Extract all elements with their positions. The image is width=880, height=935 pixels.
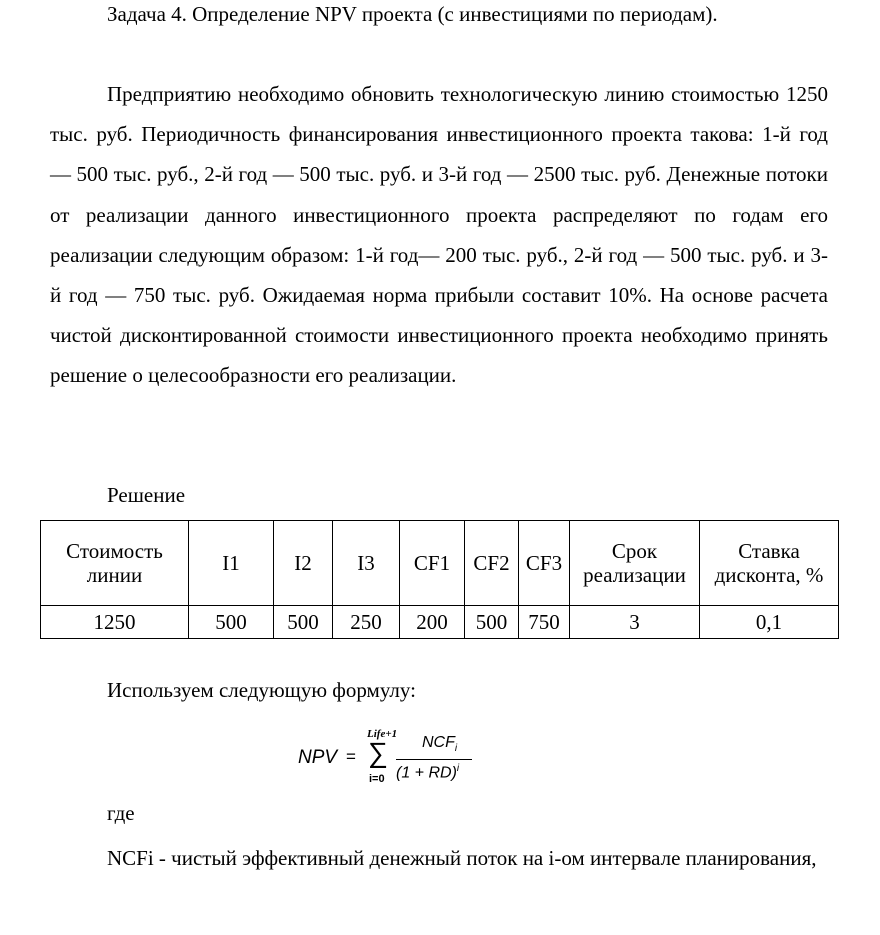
table-cell: 0,1: [700, 606, 839, 639]
table-row: [41, 606, 839, 639]
npv-formula: [298, 728, 488, 790]
problem-paragraph: Предприятию необходимо обновить технологическую линию стоимостью 1250 тыс. руб. Периодичность финансирования инвестиционного проекта такова: 1-й год — 500 тыс. руб., 2-й год — 500 тыс. руб. и 3-й год — 2500 тыс. руб. Денежные потоки от реализации данного инвестиционного проекта распределяют по годам его реализации следующим образом: 1-й год— 200 тыс. руб., 2-й год — 500 тыс. руб. и 3-й год — 750 тыс. руб. Ожидаемая норма прибыли составит 10%. На основе расчета чистой дисконтированной стоимости инвестиционного проекта необходимо принять решение о целесообразности его реализации.: [50, 82, 828, 388]
header-cell: CF1: [400, 521, 465, 606]
header-cell: Срок реализации: [570, 521, 700, 606]
fraction-numerator: $NCF_i$: [422, 734, 458, 755]
task-title: Задача 4. Определение NPV проекта (с инвестициями по периодам).: [107, 2, 718, 26]
header-cell: I1: [189, 521, 274, 606]
header-cell: Стоимость линии: [41, 521, 189, 606]
table-cell: 3: [570, 606, 700, 639]
header-cell: I2: [274, 521, 333, 606]
table-cell: 500: [465, 606, 519, 639]
header-cell: CF2: [465, 521, 519, 606]
fraction-bar: [396, 759, 472, 760]
formula-lhs: NPV: [298, 747, 338, 768]
header-cell: CF3: [519, 521, 570, 606]
table-cell: 500: [274, 606, 333, 639]
solution-label: Решение: [107, 483, 186, 507]
formula-equals: =: [346, 747, 356, 766]
where-label: где: [107, 801, 135, 825]
table-cell: 750: [519, 606, 570, 639]
data-table: [40, 520, 839, 639]
header-cell: I3: [333, 521, 400, 606]
ncf-paragraph: NCFi - чистый эффективный денежный поток на i-ом интервале планирования,: [107, 846, 817, 870]
table-cell: 500: [189, 606, 274, 639]
table-cell: 200: [400, 606, 465, 639]
sum-symbol: ∑: [368, 737, 388, 768]
sum-lower-limit: i=0: [369, 773, 385, 785]
fraction-denominator: (1 + RD)$^i$: [396, 763, 460, 782]
header-cell: Ставка дисконта, %: [700, 521, 839, 606]
formula-intro: Используем следующую формулу:: [107, 678, 416, 702]
problem-statement: [50, 74, 828, 396]
ncf-definition: [50, 838, 828, 878]
sum-upper-limit: Life+1: [367, 728, 398, 740]
table-cell: 250: [333, 606, 400, 639]
table-header-row: [41, 521, 839, 606]
table-cell: 1250: [41, 606, 189, 639]
